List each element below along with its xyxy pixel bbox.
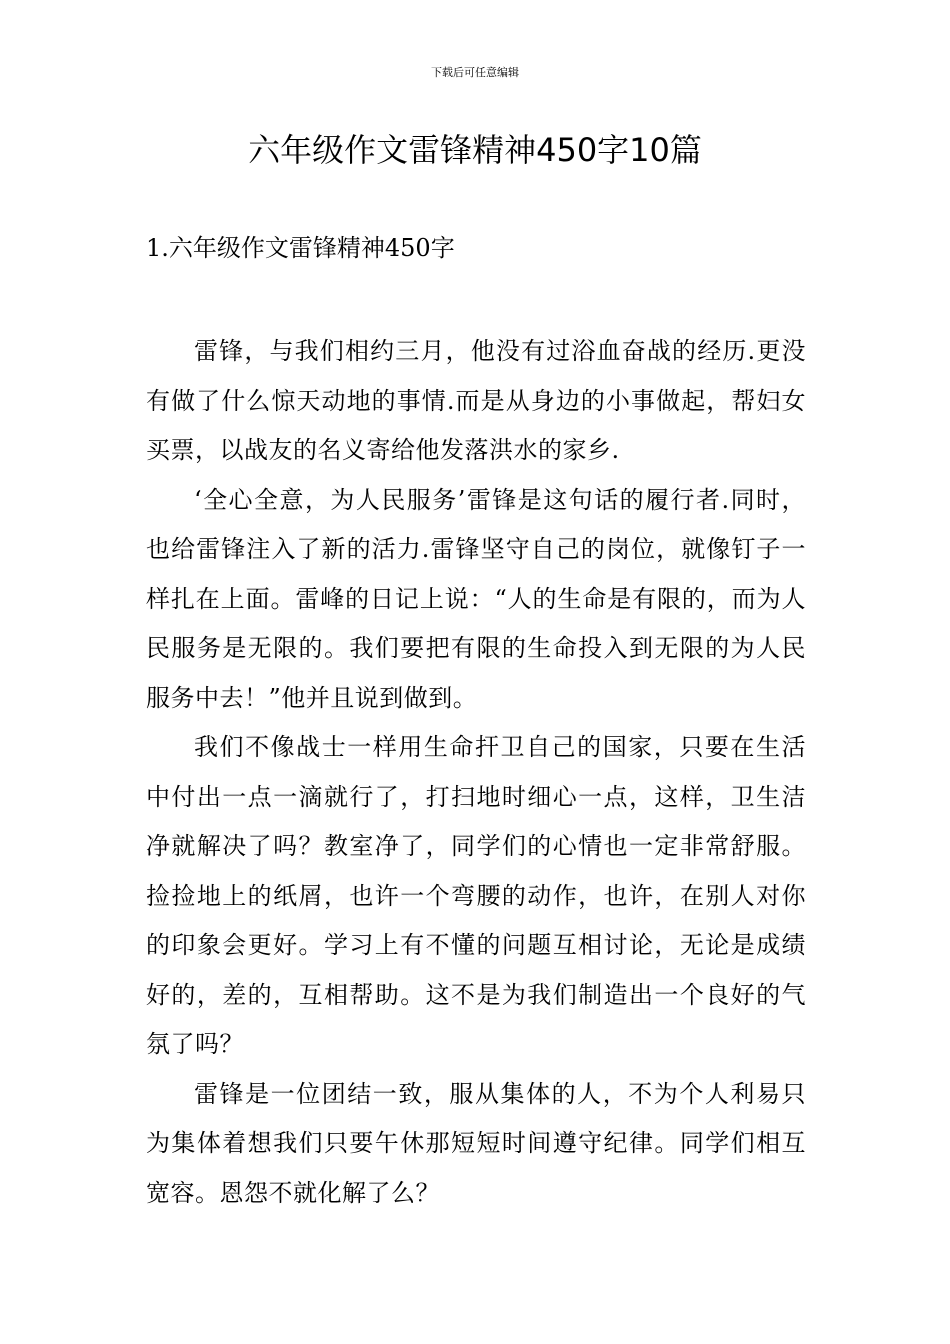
paragraph: ‘全心全意，为人民服务’雷锋是这句话的履行者.同时，也给雷锋注入了新的活力.雷锋坚守自己的岗位，就像钉子一样扎在上面。雷峰的日记上说：“人的生命是有限的，而为人民服务是无限的。我们要把有限的生命投入到无限的为人民服务中去！”他并且说到做到。 <box>146 485 806 712</box>
paragraph: 雷锋是一位团结一致，服从集体的人，不为个人利易只为集体着想我们只要午休那短短时间遵守纪律。同学们相互宽容。恩怨不就化解了么？ <box>146 1079 806 1207</box>
document-title: 六年级作文雷锋精神450字10篇 <box>248 131 702 169</box>
header-note: 下载后可任意编辑 <box>431 66 519 79</box>
paragraph: 雷锋，与我们相约三月，他没有过浴血奋战的经历.更没有做了什么惊天动地的事情.而是从身边的小事做起，帮妇女买票，以战友的名义寄给他发落洪水的家乡. <box>146 337 806 464</box>
article-body <box>146 327 806 1218</box>
paragraph: 我们不像战士一样用生命扞卫自己的国家，只要在生活中付出一点一滴就行了，打扫地时细心一点，这样，卫生洁净就解决了吗？教室净了，同学们的心情也一定非常舒服。捡捡地上的纸屑，也许一个弯腰的动作，也许，在别人对你的印象会更好。学习上有不懂的问题互相讨论，无论是成绩好的，差的，互相帮助。这不是为我们制造出一个良好的气氛了吗？ <box>146 733 806 1058</box>
section-heading: 1.六年级作文雷锋精神450字 <box>146 234 455 262</box>
